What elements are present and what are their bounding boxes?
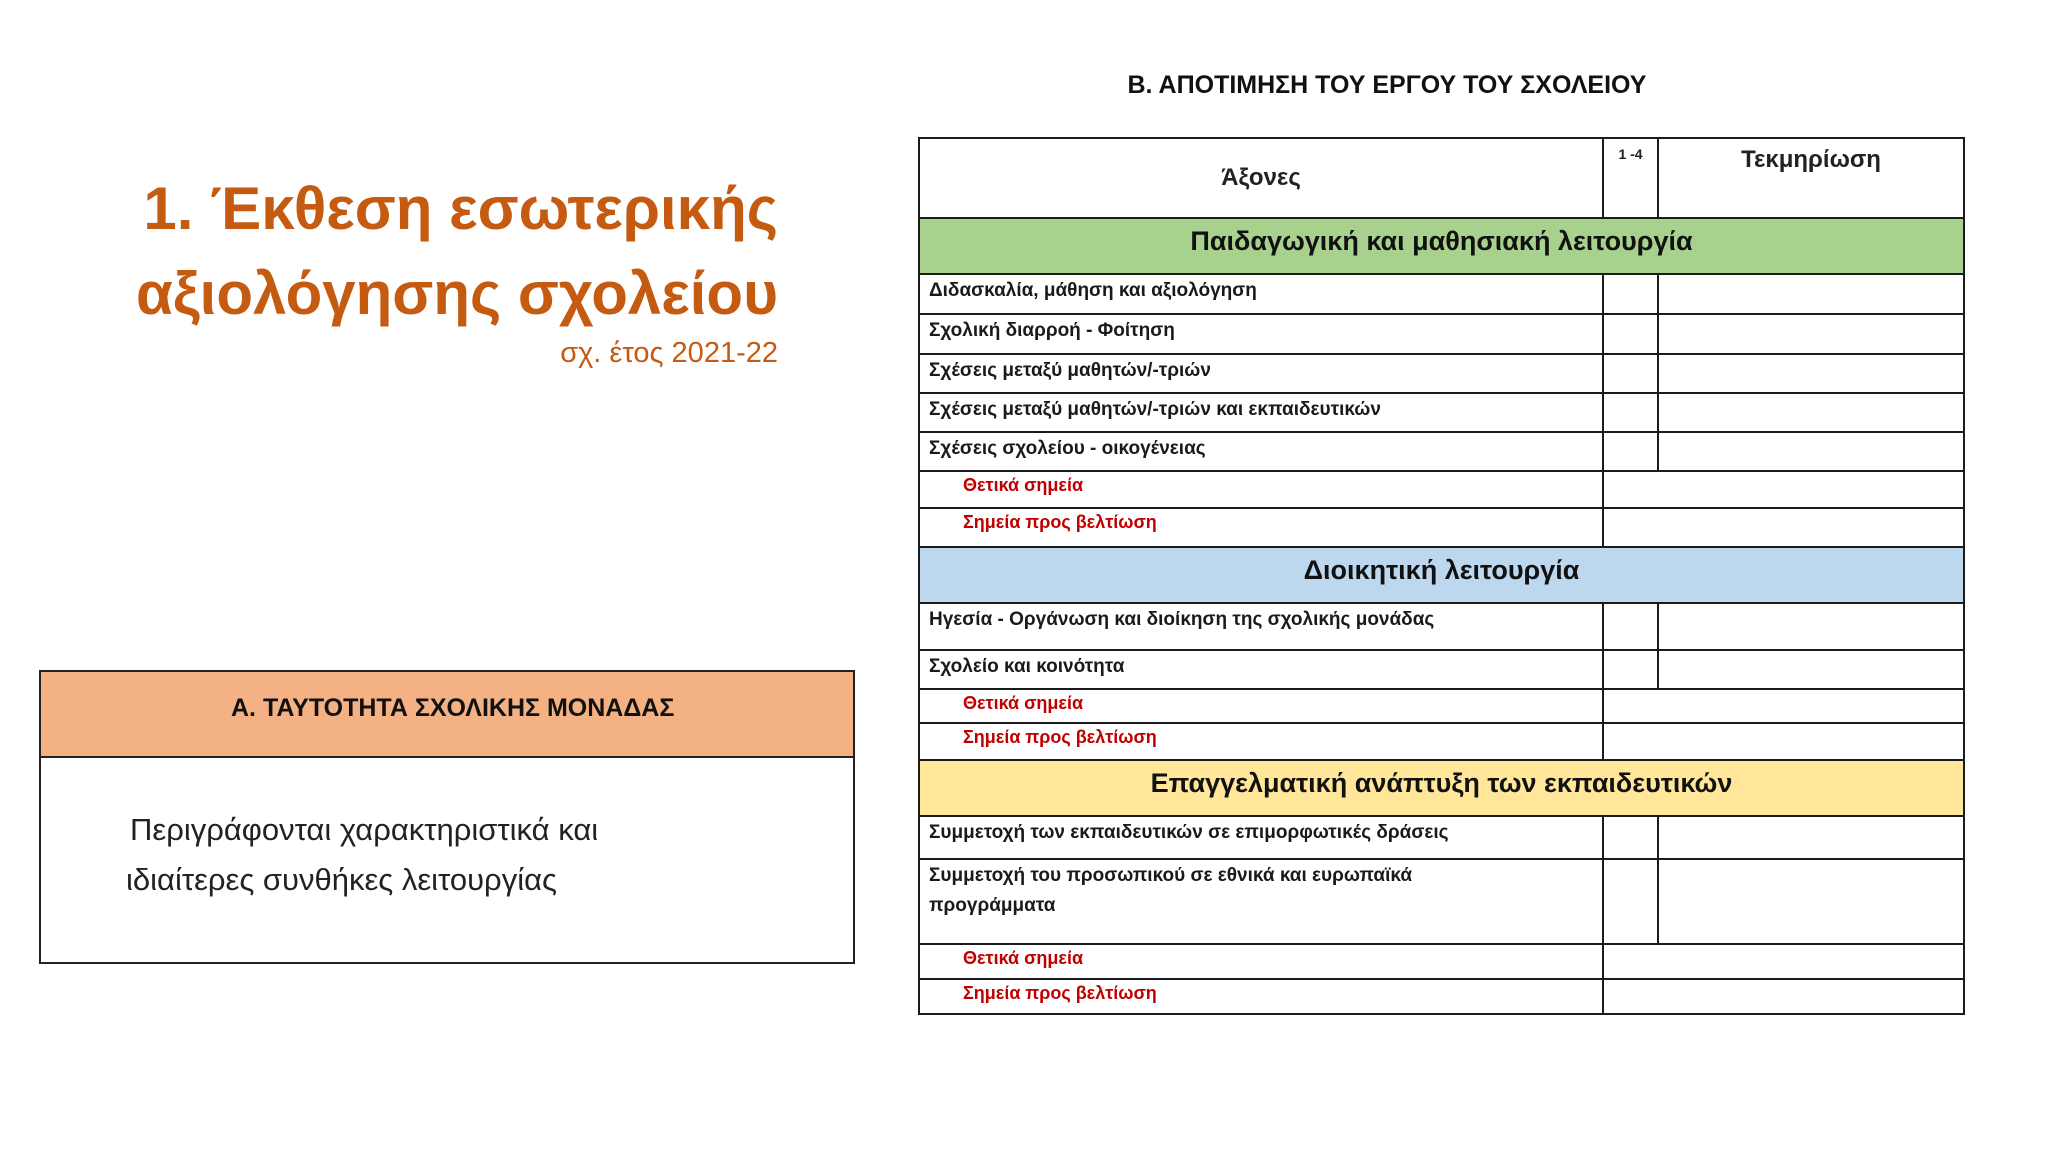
- criterion-label: Σχέσεις μεταξύ μαθητών/-τριών και εκπαιδευτικών: [919, 393, 1603, 432]
- improvements-row: [919, 508, 1964, 547]
- table-row: [919, 816, 1964, 859]
- criterion-label-cell: [919, 859, 1603, 944]
- group-row: [919, 218, 1964, 274]
- strengths-cell: [1603, 944, 1964, 979]
- criterion-label: Σχολική διαρροή - Φοίτηση: [919, 314, 1603, 354]
- strengths-cell: [1603, 689, 1964, 723]
- table-row: [919, 603, 1964, 650]
- improvements-row: [919, 979, 1964, 1014]
- criterion-label: Συμμετοχή των εκπαιδευτικών σε επιμορφωτικές δράσεις: [919, 816, 1603, 859]
- evidence-cell: [1658, 354, 1964, 393]
- table-row: [919, 354, 1964, 393]
- table-row: [919, 274, 1964, 314]
- evidence-cell: [1658, 650, 1964, 689]
- table-row: [919, 432, 1964, 471]
- score-cell: [1603, 432, 1658, 471]
- criterion-label: Ηγεσία - Οργάνωση και διοίκηση της σχολικής μονάδας: [919, 603, 1603, 650]
- criterion-label: Σχέσεις μεταξύ μαθητών/-τριών: [919, 354, 1603, 393]
- score-cell: [1603, 393, 1658, 432]
- table-header-row: [919, 138, 1964, 218]
- evidence-cell: [1658, 393, 1964, 432]
- slide-title-block: [0, 0, 778, 400]
- score-cell: [1603, 859, 1658, 944]
- evaluation-table: [918, 137, 1965, 1015]
- school-identity-header: [41, 672, 853, 758]
- column-header-evidence: Τεκμηρίωση: [1658, 138, 1964, 218]
- evidence-cell: [1658, 816, 1964, 859]
- score-cell: [1603, 274, 1658, 314]
- school-identity-heading: Α. ΤΑΥΤΟΤΗΤΑ ΣΧΟΛΙΚΗΣ ΜΟΝΑΔΑΣ: [231, 694, 675, 722]
- table-row: [919, 650, 1964, 689]
- improvements-cell: [1603, 723, 1964, 760]
- group-header-pedagogical: Παιδαγωγική και μαθησιακή λειτουργία: [919, 218, 1964, 274]
- criterion-label: Σχέσεις σχολείου - οικογένειας: [919, 432, 1603, 471]
- score-cell: [1603, 816, 1658, 859]
- school-identity-box: [39, 670, 855, 964]
- table-row: [919, 314, 1964, 354]
- criterion-label: Διδασκαλία, μάθηση και αξιολόγηση: [919, 274, 1603, 314]
- group-row: [919, 760, 1964, 816]
- evidence-cell: [1658, 859, 1964, 944]
- strengths-row: [919, 944, 1964, 979]
- improvements-label: Σημεία προς βελτίωση: [919, 508, 1603, 547]
- column-header-score: 1 -4: [1603, 138, 1658, 218]
- score-cell: [1603, 650, 1658, 689]
- improvements-cell: [1603, 979, 1964, 1014]
- score-cell: [1603, 603, 1658, 650]
- improvements-label: Σημεία προς βελτίωση: [919, 723, 1603, 760]
- strengths-cell: [1603, 471, 1964, 508]
- slide-title-line-2: αξιολόγησης σχολείου: [136, 260, 778, 327]
- evidence-cell: [1658, 314, 1964, 354]
- school-identity-text-line-2: ιδιαίτερες συνθήκες λειτουργίας: [126, 862, 557, 897]
- score-cell: [1603, 314, 1658, 354]
- strengths-label: Θετικά σημεία: [919, 944, 1603, 979]
- improvements-cell: [1603, 508, 1964, 547]
- school-work-evaluation-heading: Β. ΑΠΟΤΙΜΗΣΗ ΤΟΥ ΕΡΓΟΥ ΤΟΥ ΣΧΟΛΕΙΟΥ: [1127, 71, 1647, 99]
- improvements-label: Σημεία προς βελτίωση: [919, 979, 1603, 1014]
- strengths-label: Θετικά σημεία: [919, 689, 1603, 723]
- table-row: [919, 859, 1964, 944]
- school-year-subtitle: σχ. έτος 2021-22: [560, 337, 778, 369]
- evidence-cell: [1658, 603, 1964, 650]
- slide-title-line-1: 1. Έκθεση εσωτερικής: [143, 175, 778, 242]
- score-cell: [1603, 354, 1658, 393]
- strengths-row: [919, 689, 1964, 723]
- group-header-professional-development: Επαγγελματική ανάπτυξη των εκπαιδευτικών: [919, 760, 1964, 816]
- school-identity-text-line-1: Περιγράφονται χαρακτηριστικά και: [130, 812, 599, 847]
- criterion-label: Σχολείο και κοινότητα: [919, 650, 1603, 689]
- evidence-cell: [1658, 432, 1964, 471]
- strengths-label: Θετικά σημεία: [919, 471, 1603, 508]
- evidence-cell: [1658, 274, 1964, 314]
- table-row: [919, 393, 1964, 432]
- group-row: [919, 547, 1964, 603]
- improvements-row: [919, 723, 1964, 760]
- strengths-row: [919, 471, 1964, 508]
- column-header-axes: Άξονες: [919, 138, 1603, 218]
- group-header-administrative: Διοικητική λειτουργία: [919, 547, 1964, 603]
- criterion-label: Συμμετοχή του προσωπικού σε εθνικά και ευρωπαϊκά προγράμματα: [929, 865, 1412, 916]
